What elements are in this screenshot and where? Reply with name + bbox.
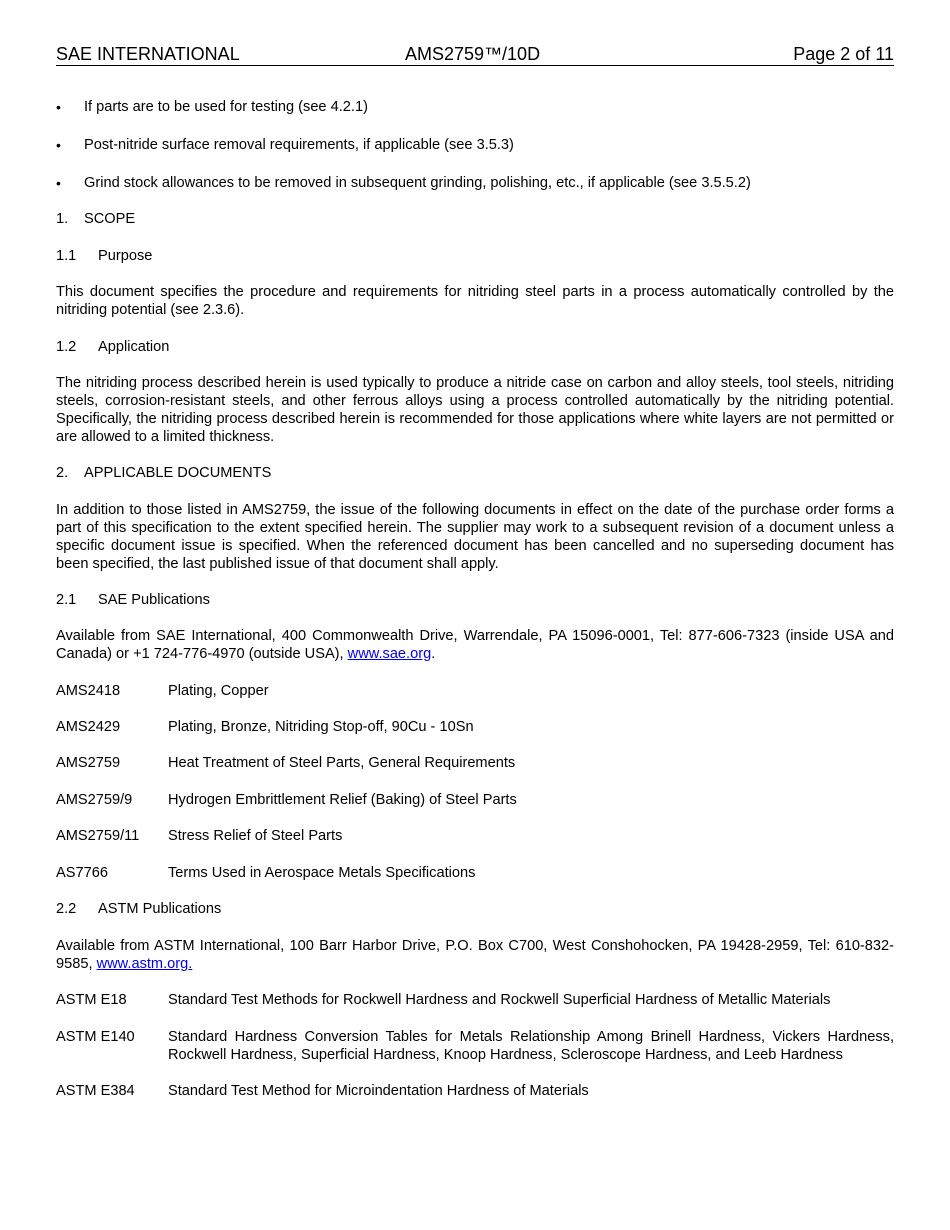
section-number: 1.: [56, 211, 69, 227]
section-number: 2.: [56, 465, 69, 481]
header-doc-id: AMS2759™/10D: [405, 44, 541, 64]
section-number: 2.2: [56, 901, 77, 917]
bullet-icon: •: [56, 137, 61, 153]
sae-website-link[interactable]: www.sae.org: [347, 646, 432, 662]
reference-row: [56, 864, 894, 882]
reference-title: Heat Treatment of Steel Parts, General Requirements: [168, 755, 516, 771]
reference-title: Plating, Copper: [168, 683, 269, 699]
astm-website-link[interactable]: www.astm.org.: [96, 956, 193, 972]
section-number: 2.1: [56, 592, 77, 608]
bullet-text: If parts are to be used for testing (see 4.2.1): [84, 99, 368, 115]
reference-title: Hydrogen Embrittlement Relief (Baking) of Steel Parts: [168, 792, 517, 808]
reference-code: AMS2759: [56, 755, 121, 771]
section-heading-sae-publications: [56, 591, 210, 609]
bullet-icon: •: [56, 175, 61, 191]
reference-row: [56, 1082, 894, 1100]
reference-row: [56, 1028, 894, 1064]
reference-code: AMS2418: [56, 683, 121, 699]
reference-row: [56, 682, 894, 700]
section-title: ASTM Publications: [98, 901, 222, 917]
reference-code: ASTM E384: [56, 1083, 135, 1099]
page-header: [56, 43, 894, 66]
reference-code: ASTM E18: [56, 992, 127, 1008]
bullet-icon: •: [56, 99, 61, 115]
section-heading-purpose: [56, 247, 153, 265]
list-item: [56, 174, 894, 192]
application-paragraph: The nitriding process described herein is used typically to produce a nitride case on carbon and alloy steels, tool steels, nitriding steels, corrosion-resistant steels, and other ferrous alloys using a process controlled automatically by the nitriding potential. Specifically, the nitriding process described herein is recommended for those applications where white layers are not permitted or are allowed to a limited thickness.: [56, 375, 894, 445]
section-heading-astm-publications: [56, 900, 222, 918]
reference-row: [56, 827, 894, 845]
header-page-number: Page 2 of 11: [793, 44, 894, 64]
reference-row: [56, 718, 894, 736]
reference-title: Standard Hardness Conversion Tables for Metals Relationship Among Brinell Hardness, Vickers Hardness, Rockwell Hardness, Superficial Hardness, Knoop Hardness, Scleroscope Hardness, and Leeb Hardness: [168, 1029, 894, 1063]
reference-code: AMS2429: [56, 719, 121, 735]
reference-title: Standard Test Methods for Rockwell Hardness and Rockwell Superficial Hardness of Metallic Materials: [168, 992, 831, 1008]
reference-row: [56, 791, 894, 809]
section-title: Application: [98, 339, 170, 355]
section-title: SAE Publications: [98, 592, 210, 608]
list-item: [56, 136, 894, 154]
reference-row: [56, 754, 894, 772]
reference-title: Plating, Bronze, Nitriding Stop-off, 90Cu - 10Sn: [168, 719, 474, 735]
reference-code: AS7766: [56, 865, 108, 881]
reference-code: ASTM E140: [56, 1029, 135, 1045]
reference-title: Terms Used in Aerospace Metals Specifications: [168, 865, 476, 881]
sae-link-period: .: [431, 646, 436, 662]
section-title: APPLICABLE DOCUMENTS: [84, 465, 272, 481]
section-heading-application: [56, 338, 170, 356]
sae-availability-paragraph: [56, 627, 894, 663]
astm-availability-text: Available from ASTM International, 100 Barr Harbor Drive, P.O. Box C700, West Conshohocken, PA 19428-2959, Tel: 610-832-9585,: [56, 938, 894, 972]
reference-code: AMS2759/11: [56, 828, 140, 844]
reference-title: Stress Relief of Steel Parts: [168, 828, 343, 844]
section-number: 1.2: [56, 339, 77, 355]
sae-availability-text: Available from SAE International, 400 Commonwealth Drive, Warrendale, PA 15096-0001, Tel: 877-606-7323 (inside USA and Canada) or +1 724-776-4970 (outside USA),: [56, 628, 894, 662]
purpose-paragraph: This document specifies the procedure and requirements for nitriding steel parts in a process automatically controlled by the nitriding potential (see 2.3.6).: [56, 284, 894, 318]
astm-availability-paragraph: [56, 937, 894, 973]
reference-title: Standard Test Method for Microindentation Hardness of Materials: [168, 1083, 589, 1099]
reference-code: AMS2759/9: [56, 792, 133, 808]
header-org: SAE INTERNATIONAL: [56, 44, 240, 64]
applicable-documents-paragraph: In addition to those listed in AMS2759, the issue of the following documents in effect on the date of the purchase order forms a part of this specification to the extent specified herein. The supplier may work to a subsequent revision of a document unless a specific document issue is specified. When the referenced document has been cancelled and no superseding document has been specified, the last published issue of that document shall apply.: [56, 502, 894, 572]
bullet-text: Post-nitride surface removal requirements, if applicable (see 3.5.3): [84, 137, 514, 153]
section-number: 1.1: [56, 248, 77, 264]
bullet-text: Grind stock allowances to be removed in subsequent grinding, polishing, etc., if applicable (see 3.5.5.2): [84, 175, 751, 191]
section-heading-applicable-documents: [56, 464, 272, 482]
section-heading-scope: [56, 210, 136, 228]
reference-row: [56, 991, 894, 1009]
section-title: SCOPE: [84, 211, 136, 227]
list-item: [56, 98, 894, 116]
section-title: Purpose: [98, 248, 153, 264]
